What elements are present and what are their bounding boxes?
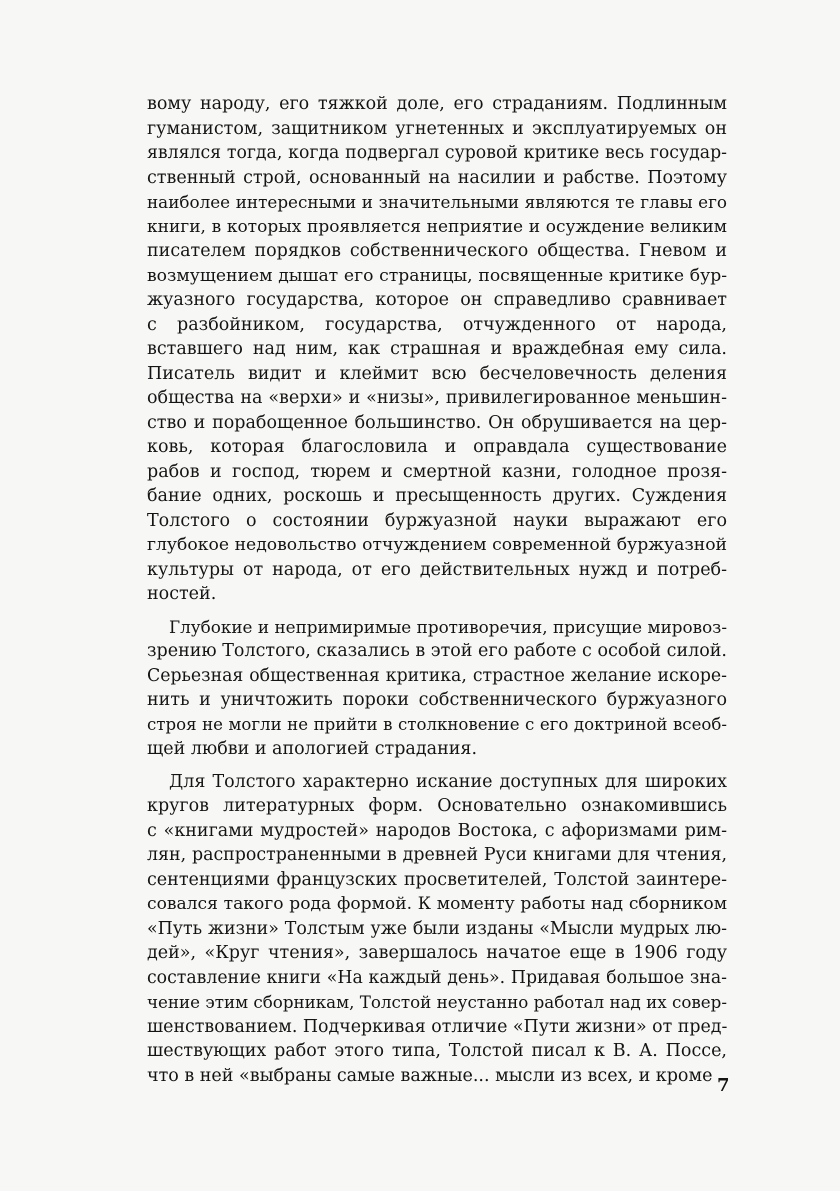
text-line: шенствованием. Подчеркивая отличие «Пути жизни» от пред-	[147, 1016, 728, 1037]
paragraph-gap	[147, 762, 727, 770]
text-line: ковь, которая благословила и оправдала существование	[147, 437, 727, 457]
text-line: общества на «верхи» и «низы», привилегированное меньшин-	[147, 388, 727, 408]
text-line: дей», «Круг чтения», завершалось начатое еще в 1906 году	[147, 943, 727, 963]
body-text	[147, 92, 727, 1088]
text-line: нить и уничтожить пороки собственнического буржуазного	[147, 690, 727, 710]
text-line: ностей.	[147, 584, 217, 604]
text-line: сентенциями французских просветителей, Толстой заинтере-	[147, 869, 727, 890]
text-line: вому народу, его тяжкой доле, его страданиям. Подлинным	[147, 94, 727, 114]
text-line: писателем порядков собственнического общества. Гневом и	[147, 241, 727, 261]
text-line: наиболее интересными и значительными являются те главы его	[147, 192, 727, 212]
text-line: лян, распространенными в древней Руси книгами для чтения,	[147, 845, 727, 865]
text-line: культуры от народа, от его действительных нужд и потреб-	[147, 559, 727, 580]
text-line: совался такого рода формой. К моменту работы над сборником	[147, 894, 727, 914]
text-line: с разбойником, государства, отчужденного от народа,	[147, 314, 727, 335]
text-line: зрению Толстого, сказались в этой его работе с особой силой.	[147, 641, 727, 661]
text-line: составление книги «На каждый день». Придавая большое зна-	[147, 967, 727, 988]
paragraph-gap	[147, 607, 727, 615]
text-line: с «книгами мудростей» народов Востока, с афоризмами рим-	[147, 820, 727, 841]
text-line: рабов и господ, тюрем и смертной казни, голодное прозя-	[147, 461, 727, 482]
paragraph	[147, 92, 727, 607]
text-line: книги, в которых проявляется неприятие и осуждение великим	[147, 216, 727, 237]
text-line: чение этим сборникам, Толстой неустанно работал над их совер-	[147, 992, 727, 1012]
text-line: строя не могли не прийти в столкновение с его доктриной всеоб-	[147, 714, 727, 734]
page-number: 7	[717, 1075, 730, 1096]
text-line: Серьезная общественная критика, страстное желание искоре-	[147, 665, 727, 686]
text-line: гуманистом, защитником угнетенных и эксплуатируемых он	[147, 118, 727, 139]
text-line: Толстого о состоянии буржуазной науки выражают его	[147, 510, 727, 531]
text-line: являлся тогда, когда подвергал суровой критике весь государ-	[147, 143, 727, 163]
text-line: Писатель видит и клеймит всю бесчеловечность деления	[147, 363, 727, 384]
text-line: Для Толстого характерно искание доступных для широких	[169, 771, 727, 792]
text-line: Глубокие и непримиримые противоречия, присущие мировоз-	[169, 616, 727, 637]
text-line: ство и порабощенное большинство. Он обрушивается на цер-	[147, 412, 727, 433]
text-line: жуазного государства, которое он справедливо сравнивает	[147, 290, 727, 310]
text-line: «Путь жизни» Толстым уже были изданы «Мысли мудрых лю-	[147, 918, 727, 939]
text-line: кругов литературных форм. Основательно ознакомившись	[147, 796, 727, 816]
text-line: что в ней «выбраны самые важные... мысли из всех, и кроме	[147, 1065, 713, 1086]
text-line: бание одних, роскошь и пресыщенность других. Суждения	[147, 486, 727, 506]
text-line: щей любви и апологией страдания.	[147, 739, 478, 759]
paragraph	[147, 770, 727, 1089]
paragraph	[147, 615, 727, 762]
text-line: шествующих работ этого типа, Толстой писал к В. А. Поссе,	[147, 1041, 727, 1061]
text-line: вставшего над ним, как страшная и враждебная ему сила.	[147, 339, 727, 359]
text-line: глубокое недовольство отчуждением современной буржуазной	[147, 535, 727, 555]
text-line: возмущением дышат его страницы, посвященные критике бур-	[147, 265, 727, 286]
text-line: ственный строй, основанный на насилии и рабстве. Поэтому	[147, 167, 727, 188]
